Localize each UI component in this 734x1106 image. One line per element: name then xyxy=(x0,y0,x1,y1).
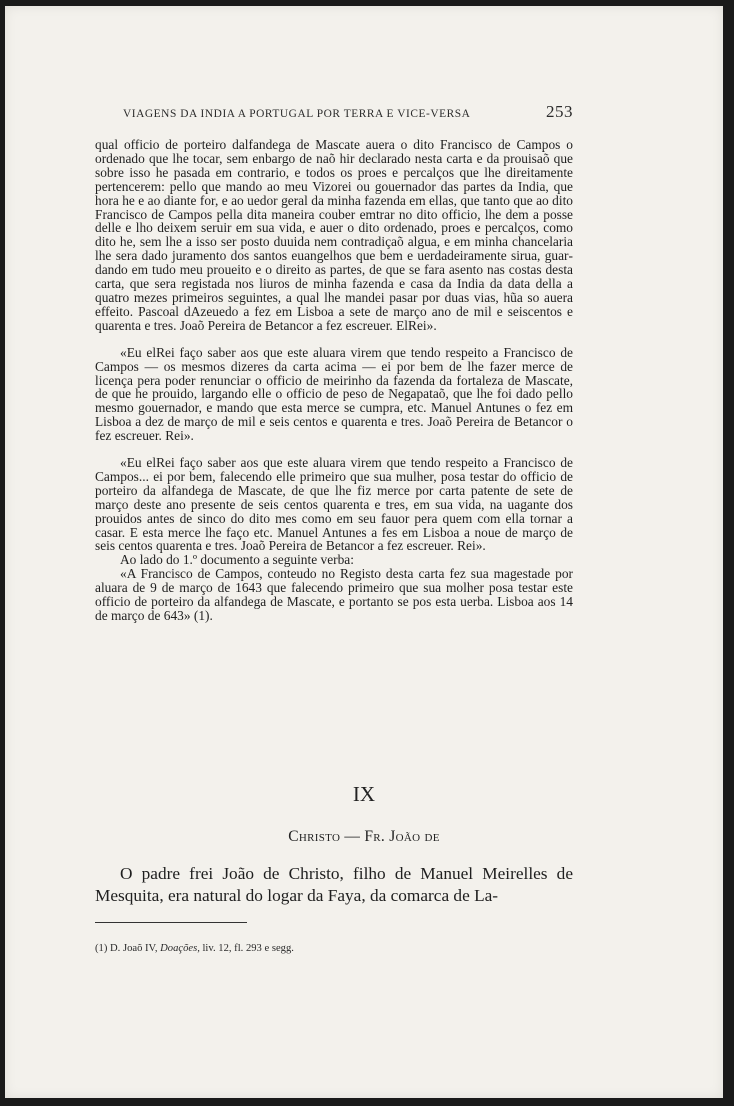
running-header xyxy=(123,102,573,122)
paragraph-carta-continuation: qual officio de porteiro dalfandega de Mascate auera o dito Francisco de Campos o ordenado que lhe tocar, sem enbargo de naõ hir declarado nesta carta e da prouisaõ que sobre isso he pasada em contrario, e todos os proes e percalços que lhe direitamente pertencerem: pello que mando ao meu Vizorei ou gouernador das partes da India, que hora he e ao diante for, e ao uedor geral da minha fazenda em ellas, que tanto que ao dito Francisco de Campos pella dita maneira couber emtrar no dito officio, lhe dem a posse delle e lho deixem seruir em sua vida, e auer o dito ordenado, proes e percalços, como dito he, sem lhe a isso ser posto duuida nem contradiçaõ algua, e em minha chancelaria lhe sera dado juramento dos santos euangelhos que bem e uerdadeiramente sirua, guardando em tudo meu proueito e o direito as partes, de que se fara asento nas costas desta carta, que sera registada nos liuros de minha fazenda e casa da India da data della a quatro mezes primeiros seguintes, a qual lhe mandei pasar por duas vias, hũa so auera effeito. Pascoal dAzeuedo a fez em Lisboa a sete de março ano de mil e seiscentos e quarenta e tres. Joaõ Pereira de Betancor a fez escreuer. ElRei». xyxy=(95,137,573,333)
footnote-suffix: liv. 12, fl. 293 e segg. xyxy=(199,943,294,954)
page-number: 253 xyxy=(546,102,573,121)
section-intro-paragraph: O padre frei João de Christo, filho de Manuel Meirelles de Mesquita, era natural do logar da Faya, da comarca de La- xyxy=(95,864,573,905)
footnote-source: Doações, xyxy=(160,943,200,954)
paragraph-aluara-testar: «Eu elRei faço saber aos que este aluara virem que tendo respeito a Francisco de Campos... ei por bem, falecendo elle primeiro que sua mulher, posa testar do officio de porteiro da alfandega de Mascate, de que lhe fiz merce por carta patente de sete de março deste ano presente de seis centos quarenta e tres, em sua vida, na uagante dos prouidos antes de sinco do dito mes como em seu fauor pera quem com ella tornar a casar. E esta merce lhe faço etc. Manuel Antunes a fes em Lisboa a noue de março de seis centos quarenta e tres. Joaõ Pereira de Betancor a fez escreuer. Rei». xyxy=(95,455,573,554)
paragraph-aluara-renunciar: «Eu elRei faço saber aos que este aluara virem que tendo respeito a Francisco de Campos — os mesmos dizeres da carta acima — ei por bem de lhe fazer merce de licença pera poder renunciar o officio de meirinho da fazenda da fortaleza de Mascate, de que he prouido, largando elle o officio de peso de Negapataõ, que lhe foi dado pello mesmo gouernador, e mando que esta merce se cumpra, etc. Manuel Antunes o fez em Lisboa a dez de março de mil e seis centos e quarenta e tres. Joaõ Pereira de Betancor o fez escreuer. Rei». xyxy=(95,344,573,444)
page-sheet xyxy=(5,6,723,1098)
body-text xyxy=(95,138,573,623)
footnote-divider xyxy=(95,922,247,923)
paragraph-verba-intro: Ao lado do 1.º documento a seguinte verba: xyxy=(120,552,354,568)
section-title: Christo — Fr. João de xyxy=(288,828,440,845)
footnote-prefix: (1) D. Joaõ IV, xyxy=(95,943,161,954)
running-title: VIAGENS DA INDIA A PORTUGAL POR TERRA E VICE-VERSA xyxy=(123,108,471,120)
paragraph-verba-quote: «A Francisco de Campos, conteudo no Registo desta carta fez sua magestade por aluara de 9 de março de 1643 que falecendo primeiro que sua molher posa testar este officio de porteiro da alfandega de Mascate, e portanto se pos esta uerba. Lisboa aos 14 de março de 643» (1). xyxy=(95,566,573,623)
section-number: IX xyxy=(352,782,376,806)
footnote xyxy=(95,943,573,954)
